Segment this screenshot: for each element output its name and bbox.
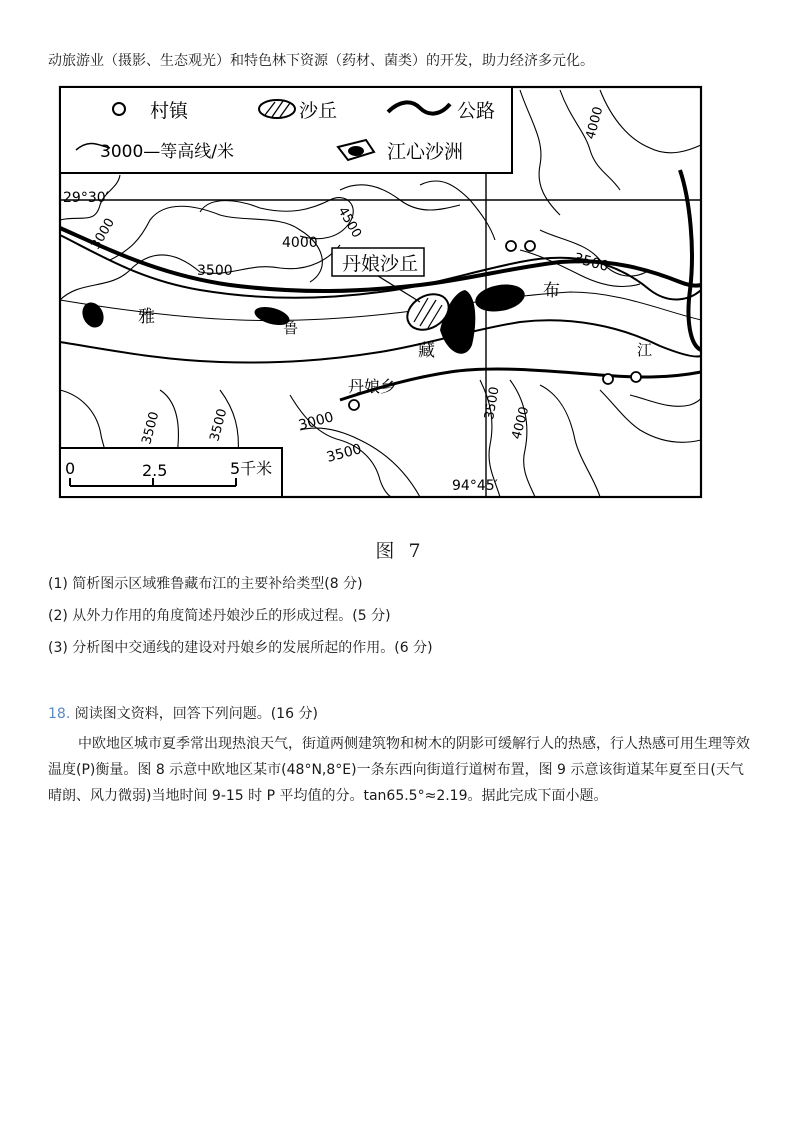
legend-sandbar-label: 江心沙洲 (387, 141, 464, 163)
contour-label: 3500 (197, 263, 233, 279)
q18-number: 18. (48, 706, 71, 722)
river-char: 江 (637, 341, 653, 359)
contour-label: 3500 (571, 250, 611, 276)
contour-label: 4000 (282, 235, 318, 251)
question-3: (3) 分析图中交通线的建设对丹娘乡的发展所起的作用。(6 分) (48, 640, 433, 656)
contour-label: 3500 (482, 385, 503, 421)
sandbar-east (473, 281, 527, 315)
town-label: 丹娘乡 (348, 377, 397, 396)
village-marker (506, 241, 516, 251)
topographic-map (0, 0, 800, 520)
river-center-line (60, 292, 701, 321)
scale-mid: 2.5 (142, 461, 168, 480)
contour-label: 4000 (583, 105, 607, 142)
contour-label: 4500 (334, 204, 365, 241)
river-char: 布 (543, 281, 560, 301)
contour-label: 4000 (509, 405, 533, 442)
village-marker (603, 374, 613, 384)
river-char: 鲁 (283, 319, 299, 337)
legend-contour-label: 3000—等高线/米 (100, 142, 234, 162)
village-marker (631, 372, 641, 382)
figure-caption: 图 7 (375, 540, 425, 562)
dune-icon (259, 100, 295, 118)
scale-end: 5千米 (230, 459, 273, 478)
scale-zero: 0 (65, 459, 76, 478)
longitude-label: 94°45′ (452, 478, 498, 494)
question-2: (2) 从外力作用的角度简述丹娘沙丘的形成过程。(5 分) (48, 608, 391, 624)
legend-village-label: 村镇 (150, 100, 189, 122)
contour-label: 3500 (207, 407, 231, 444)
contour-label: 3500 (139, 410, 163, 447)
village-marker-danniang (349, 400, 359, 410)
village-icon (113, 103, 125, 115)
dune-label: 丹娘沙丘 (342, 253, 419, 275)
legend-dune-label: 沙丘 (299, 100, 338, 122)
legend-road-label: 公路 (457, 100, 496, 122)
q18-header (48, 703, 318, 723)
road-east-branch (680, 170, 701, 350)
contour-label: 3500 (324, 441, 364, 466)
q18-title: 阅读图文资料，回答下列问题。(16 分) (74, 706, 318, 722)
river-char: 雅 (138, 307, 155, 327)
question-1: (1) 简析图示区域雅鲁藏布江的主要补给类型(8 分) (48, 576, 363, 592)
intro-line: 动旅游业（摄影、生态观光）和特色林下资源（药材、菌类）的开发，助力经济多元化。 (48, 53, 594, 69)
contour-label: 3000 (296, 409, 336, 434)
village-marker (525, 241, 535, 251)
latitude-label: 29°30′ (63, 190, 109, 206)
contour-label: 3000 (88, 215, 119, 252)
q18-body: 中欧地区城市夏季常出现热浪天气，街道两侧建筑物和树木的阴影可缓解行人的热感，行人热感可用生理等效温度(P)衡量。图 8 示意中欧地区某市(48°N,8°E)一条东西向街道行道树布置，图 9 示意该街道某年夏至日(天气晴朗、风力微弱)当地时间 9-15 时 P 平均值的分。tan65.5°≈2.19。据此完成下面小题。 (48, 736, 750, 804)
river-char: 藏 (418, 341, 435, 361)
